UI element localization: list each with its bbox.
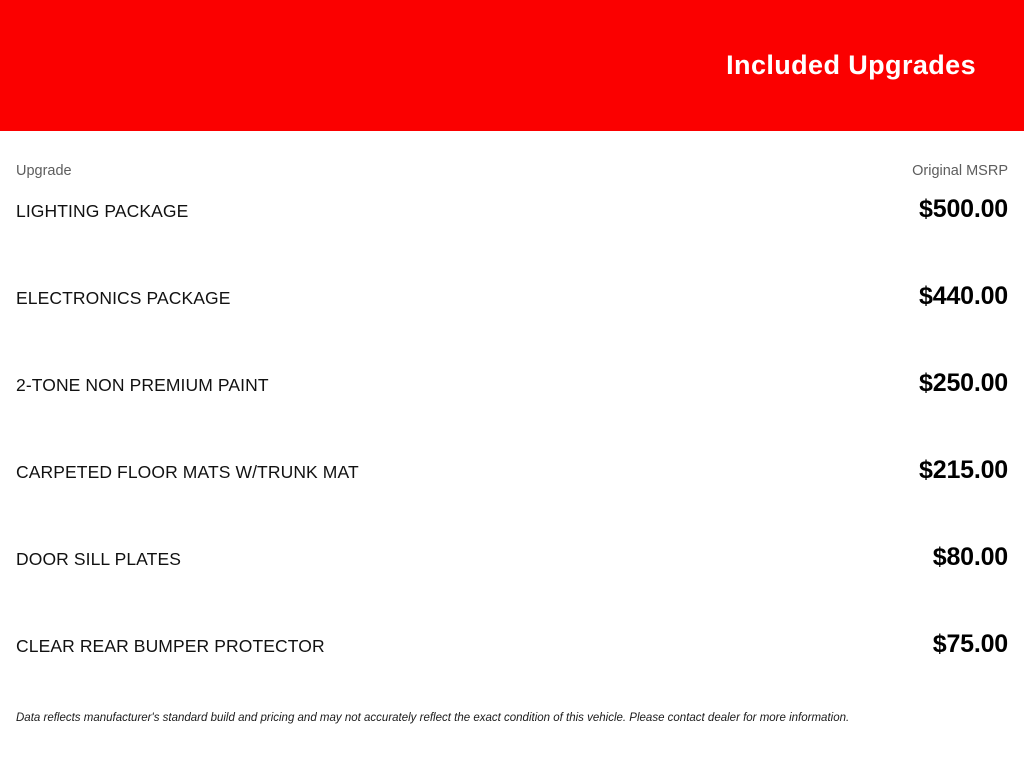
- disclaimer-text: Data reflects manufacturer's standard build and pricing and may not accurately reflect the exact condition of this vehicle. Please contact dealer for more information.: [16, 712, 850, 724]
- upgrade-name: CLEAR REAR BUMPER PROTECTOR: [16, 636, 325, 656]
- column-header-original-msrp: Original MSRP: [912, 163, 1008, 179]
- upgrade-name: 2-TONE NON PREMIUM PAINT: [16, 375, 269, 395]
- upgrade-price: $440.00: [919, 282, 1008, 310]
- table-body: [16, 195, 1008, 717]
- upgrade-price: $500.00: [919, 195, 1008, 223]
- table-row: [16, 195, 1008, 282]
- upgrade-name: DOOR SILL PLATES: [16, 549, 181, 569]
- upgrade-price: $215.00: [919, 456, 1008, 484]
- table-header-row: [16, 131, 1008, 185]
- page-title: Included Upgrades: [726, 50, 976, 80]
- column-header-upgrade: Upgrade: [16, 163, 72, 179]
- upgrade-price: $250.00: [919, 369, 1008, 397]
- upgrade-price: $75.00: [932, 630, 1008, 658]
- upgrade-name: ELECTRONICS PACKAGE: [16, 288, 231, 308]
- table-row: [16, 456, 1008, 543]
- upgrade-name: LIGHTING PACKAGE: [16, 201, 189, 221]
- table-row: [16, 630, 1008, 717]
- upgrade-price: $80.00: [932, 543, 1008, 571]
- table-row: [16, 282, 1008, 369]
- header-banner: [0, 0, 1024, 131]
- upgrades-table: [0, 131, 1024, 717]
- table-row: [16, 369, 1008, 456]
- upgrade-name: CARPETED FLOOR MATS W/TRUNK MAT: [16, 462, 359, 482]
- table-row: [16, 543, 1008, 630]
